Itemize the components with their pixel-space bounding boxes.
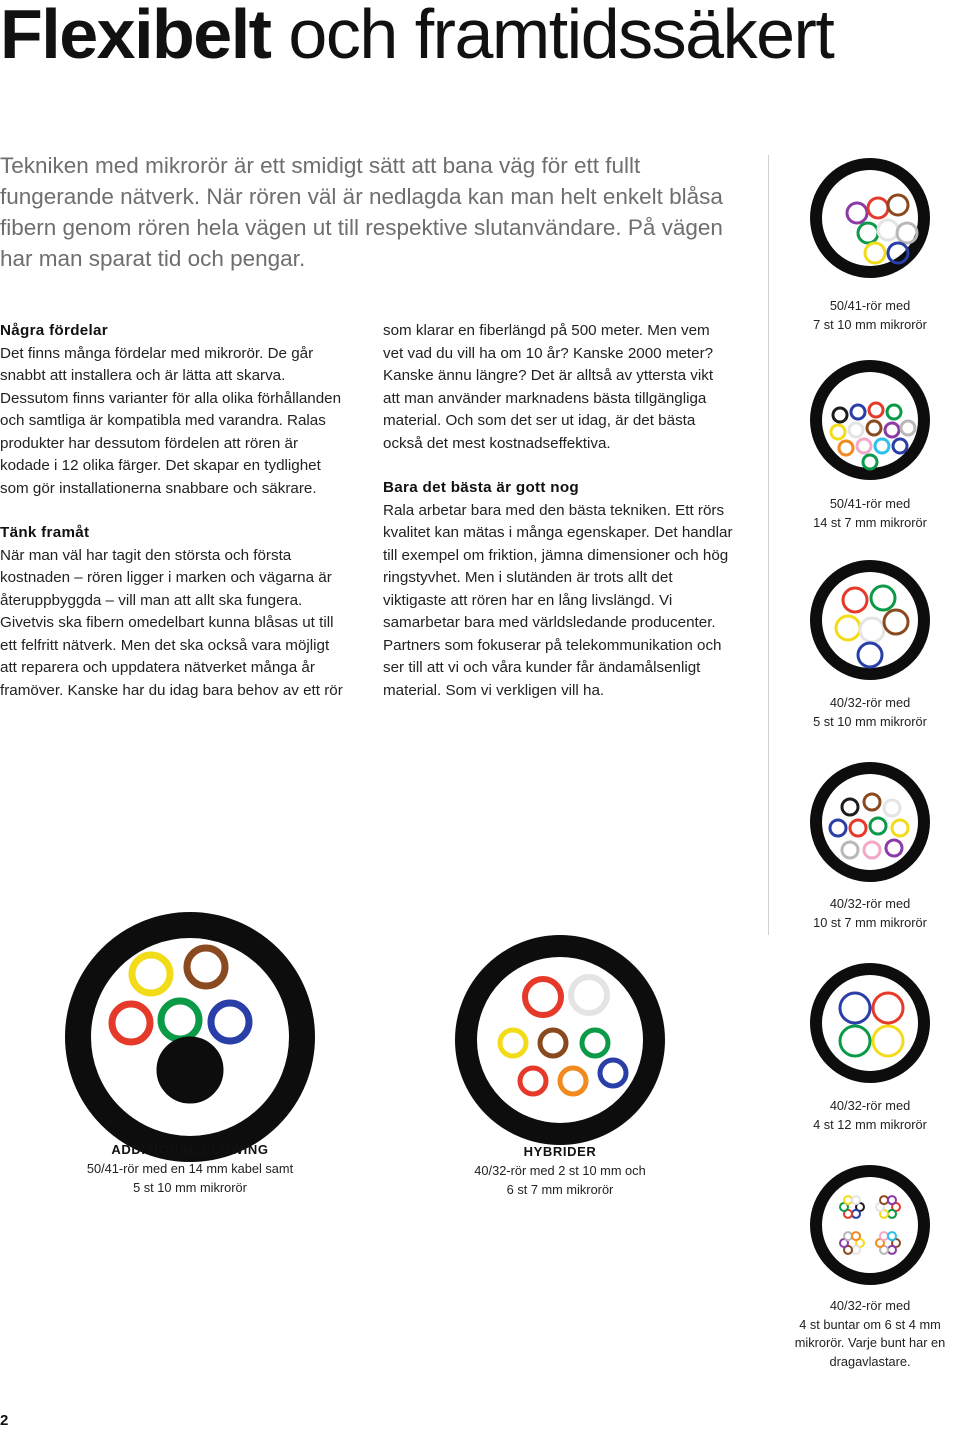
microtube-ring [901, 421, 915, 435]
tube-diagram-hybrider [455, 935, 665, 1145]
heading-hybrider: HYBRIDER [523, 1144, 597, 1159]
microtube-ring [888, 1232, 896, 1240]
microtube-ring [849, 423, 863, 437]
title-rest: och framtidssäkert [270, 0, 834, 73]
microtube-ring [878, 220, 898, 240]
microtube-ring [211, 1003, 249, 1041]
microtube-ring [842, 842, 858, 858]
microtube-ring [830, 820, 846, 836]
microtube-ring [886, 840, 902, 856]
tube-diagram-additional-blowing [65, 912, 315, 1162]
microtube-ring [897, 223, 917, 243]
heading-additional-blowing: ADDITIONAL BLOWING [111, 1142, 269, 1157]
tube-diagram-40-32-10x7 [810, 762, 930, 882]
microtube-ring [867, 421, 881, 435]
microtube-ring [888, 1210, 896, 1218]
paragraph-fordelar: Det finns många fördelar med mikrorör. De går snabbt att installera och är lätta att skarva. Dessutom finns varianter för alla olika förhållanden och samtliga är kompatibla med varandra. Ralas produkter har dessutom fördelen att rören är kodade i 12 olika färger. Det skapar en tydlighet som gör installationerna snabbare och säkrare. [0, 344, 342, 497]
microtube-ring [850, 820, 866, 836]
microtube-ring [839, 441, 853, 455]
microtube-ring [858, 643, 882, 667]
outer-jacket [816, 969, 924, 1077]
microtube-ring [836, 616, 860, 640]
microtube-ring [888, 1196, 896, 1204]
left-column [0, 320, 350, 702]
microtube-ring [847, 203, 867, 223]
middle-column [383, 320, 733, 702]
microtube-ring [864, 842, 880, 858]
microtube-ring [873, 1026, 903, 1056]
caption-additional-blowing: ADDITIONAL BLOWING 50/41-rör med en 14 mm kabel samt 5 st 10 mm mikrorör [40, 1140, 340, 1197]
page-number: 2 [0, 1412, 9, 1429]
caption-40-32-bundles: 40/32-rör med 4 st buntar om 6 st 4 mm mikrorör. Varje bunt har en dragavlastare. [794, 1298, 946, 1369]
microtube-ring [844, 1232, 852, 1240]
microtube-ring [880, 1196, 888, 1204]
microtube-ring [600, 1060, 626, 1086]
microtube-ring [161, 1001, 199, 1039]
microtube-ring [892, 820, 908, 836]
microtube-ring [858, 223, 878, 243]
cable-14mm [157, 1037, 223, 1103]
microtube-ring [842, 799, 858, 815]
microtube-ring [864, 794, 880, 810]
caption-50-41-14x7: 50/41-rör med 14 st 7 mm mikrorör [813, 496, 927, 530]
paragraph-rala: Rala arbetar bara med den bästa tekniken. Ett rörs kvalitet kan mätas i många egenskaper. Det handlar till exempel om friktion, jämna dimensioner och hög ringstyvhet. Men i slutänden är trots allt det viktigaste att rören har en lång livslängd. Vi samarbetar bara med världsledande producenter. Partners som fokuserar på telekommunikation och ser till att vi och våra kunder får ändamålsenligt material. Som vi verkligen vill ha. [383, 501, 733, 699]
microtube-ring [852, 1210, 860, 1218]
page-title [0, 0, 833, 74]
column-divider [768, 155, 769, 935]
microtube-ring [863, 455, 877, 469]
microtube-ring [852, 1246, 860, 1254]
microtube-ring [888, 1246, 896, 1254]
microtube-ring [869, 403, 883, 417]
tube-diagram-50-41-14x7 [810, 360, 930, 480]
microtube-ring [187, 948, 225, 986]
microtube-ring [888, 195, 908, 215]
microtube-ring [852, 1196, 860, 1204]
microtube-ring [844, 1196, 852, 1204]
caption-hybrider: HYBRIDER 40/32-rör med 2 st 10 mm och 6 st 7 mm mikrorör [410, 1142, 710, 1199]
microtube-ring [851, 405, 865, 419]
tube-diagram-50-41-7x10 [810, 158, 930, 278]
microtube-ring [884, 800, 900, 816]
microtube-ring [871, 586, 895, 610]
microtube-ring [525, 979, 561, 1015]
microtube-ring [843, 588, 867, 612]
microtube-ring [880, 1232, 888, 1240]
microtube-ring [840, 1026, 870, 1056]
microtube-ring [500, 1030, 526, 1056]
outer-jacket [466, 946, 654, 1134]
caption-40-32-4x12: 40/32-rör med 4 st 12 mm mikrorör [813, 1098, 927, 1132]
microtube-ring [852, 1232, 860, 1240]
caption-50-41-7x10: 50/41-rör med 7 st 10 mm mikrorör [813, 298, 927, 332]
microtube-ring [873, 993, 903, 1023]
microtube-ring [582, 1030, 608, 1056]
paragraph-fiberlangd: som klarar en fiberlängd på 500 meter. Men vem vet vad du vill ha om 10 år? Kanske 2000 meter? Kanske ännu längre? Det är alltså av yttersta vikt att man använder marknadens bästa tillgängliga material. Och som det ser ut idag, är det bästa också det mest kostnadseffektiva. [383, 322, 714, 452]
microtube-ring [831, 425, 845, 439]
microtube-ring [132, 955, 170, 993]
microtube-ring [520, 1068, 546, 1094]
microtube-ring [885, 423, 899, 437]
heading-bara-det-basta: Bara det bästa är gott nog [383, 479, 579, 496]
tube-diagram-40-32-4x12 [810, 963, 930, 1083]
microtube-ring [540, 1030, 566, 1056]
heading-fordelar: Några fördelar [0, 322, 109, 339]
microtube-ring [870, 818, 886, 834]
paragraph-tank-framat: När man väl har tagit den största och första kostnaden – rören ligger i marken och vägarna är återuppbyggda – vill man att allt ska fungera. Givetvis ska fibern omedelbart kunna blåsas ut till ett felfritt nätverk. Men det ska också vara möjligt att reparera och uppdatera nätverket många år framöver. Kanske har du idag bara behov av ett rör [0, 546, 343, 699]
microtube-ring [865, 243, 885, 263]
microtube-ring [833, 408, 847, 422]
microtube-ring [571, 977, 607, 1013]
microtube-ring [857, 439, 871, 453]
tube-diagram-40-32-5x10 [810, 560, 930, 680]
microtube-ring [868, 198, 888, 218]
microtube-ring [884, 610, 908, 634]
caption-40-32-5x10: 40/32-rör med 5 st 10 mm mikrorör [813, 695, 927, 729]
microtube-ring [893, 439, 907, 453]
outer-jacket [816, 1171, 924, 1279]
microtube-ring [887, 405, 901, 419]
microtube-ring [875, 439, 889, 453]
microtube-ring [560, 1068, 586, 1094]
caption-40-32-10x7: 40/32-rör med 10 st 7 mm mikrorör [813, 896, 927, 930]
microtube-ring [840, 993, 870, 1023]
microtube-ring [860, 618, 884, 642]
microtube-ring [112, 1004, 150, 1042]
tube-diagram-40-32-bundles [810, 1165, 930, 1285]
heading-tank-framat: Tänk framåt [0, 524, 90, 541]
title-bold: Flexibelt [0, 0, 271, 73]
intro-paragraph: Tekniken med mikrorör är ett smidigt sätt att bana väg för ett fullt fungerande nätverk. När rören väl är nedlagda kan man helt enkelt blåsa fibern genom rören hela vägen ut till respektive slutanvändare. På vägen har man sparat tid och pengar. [0, 153, 723, 271]
